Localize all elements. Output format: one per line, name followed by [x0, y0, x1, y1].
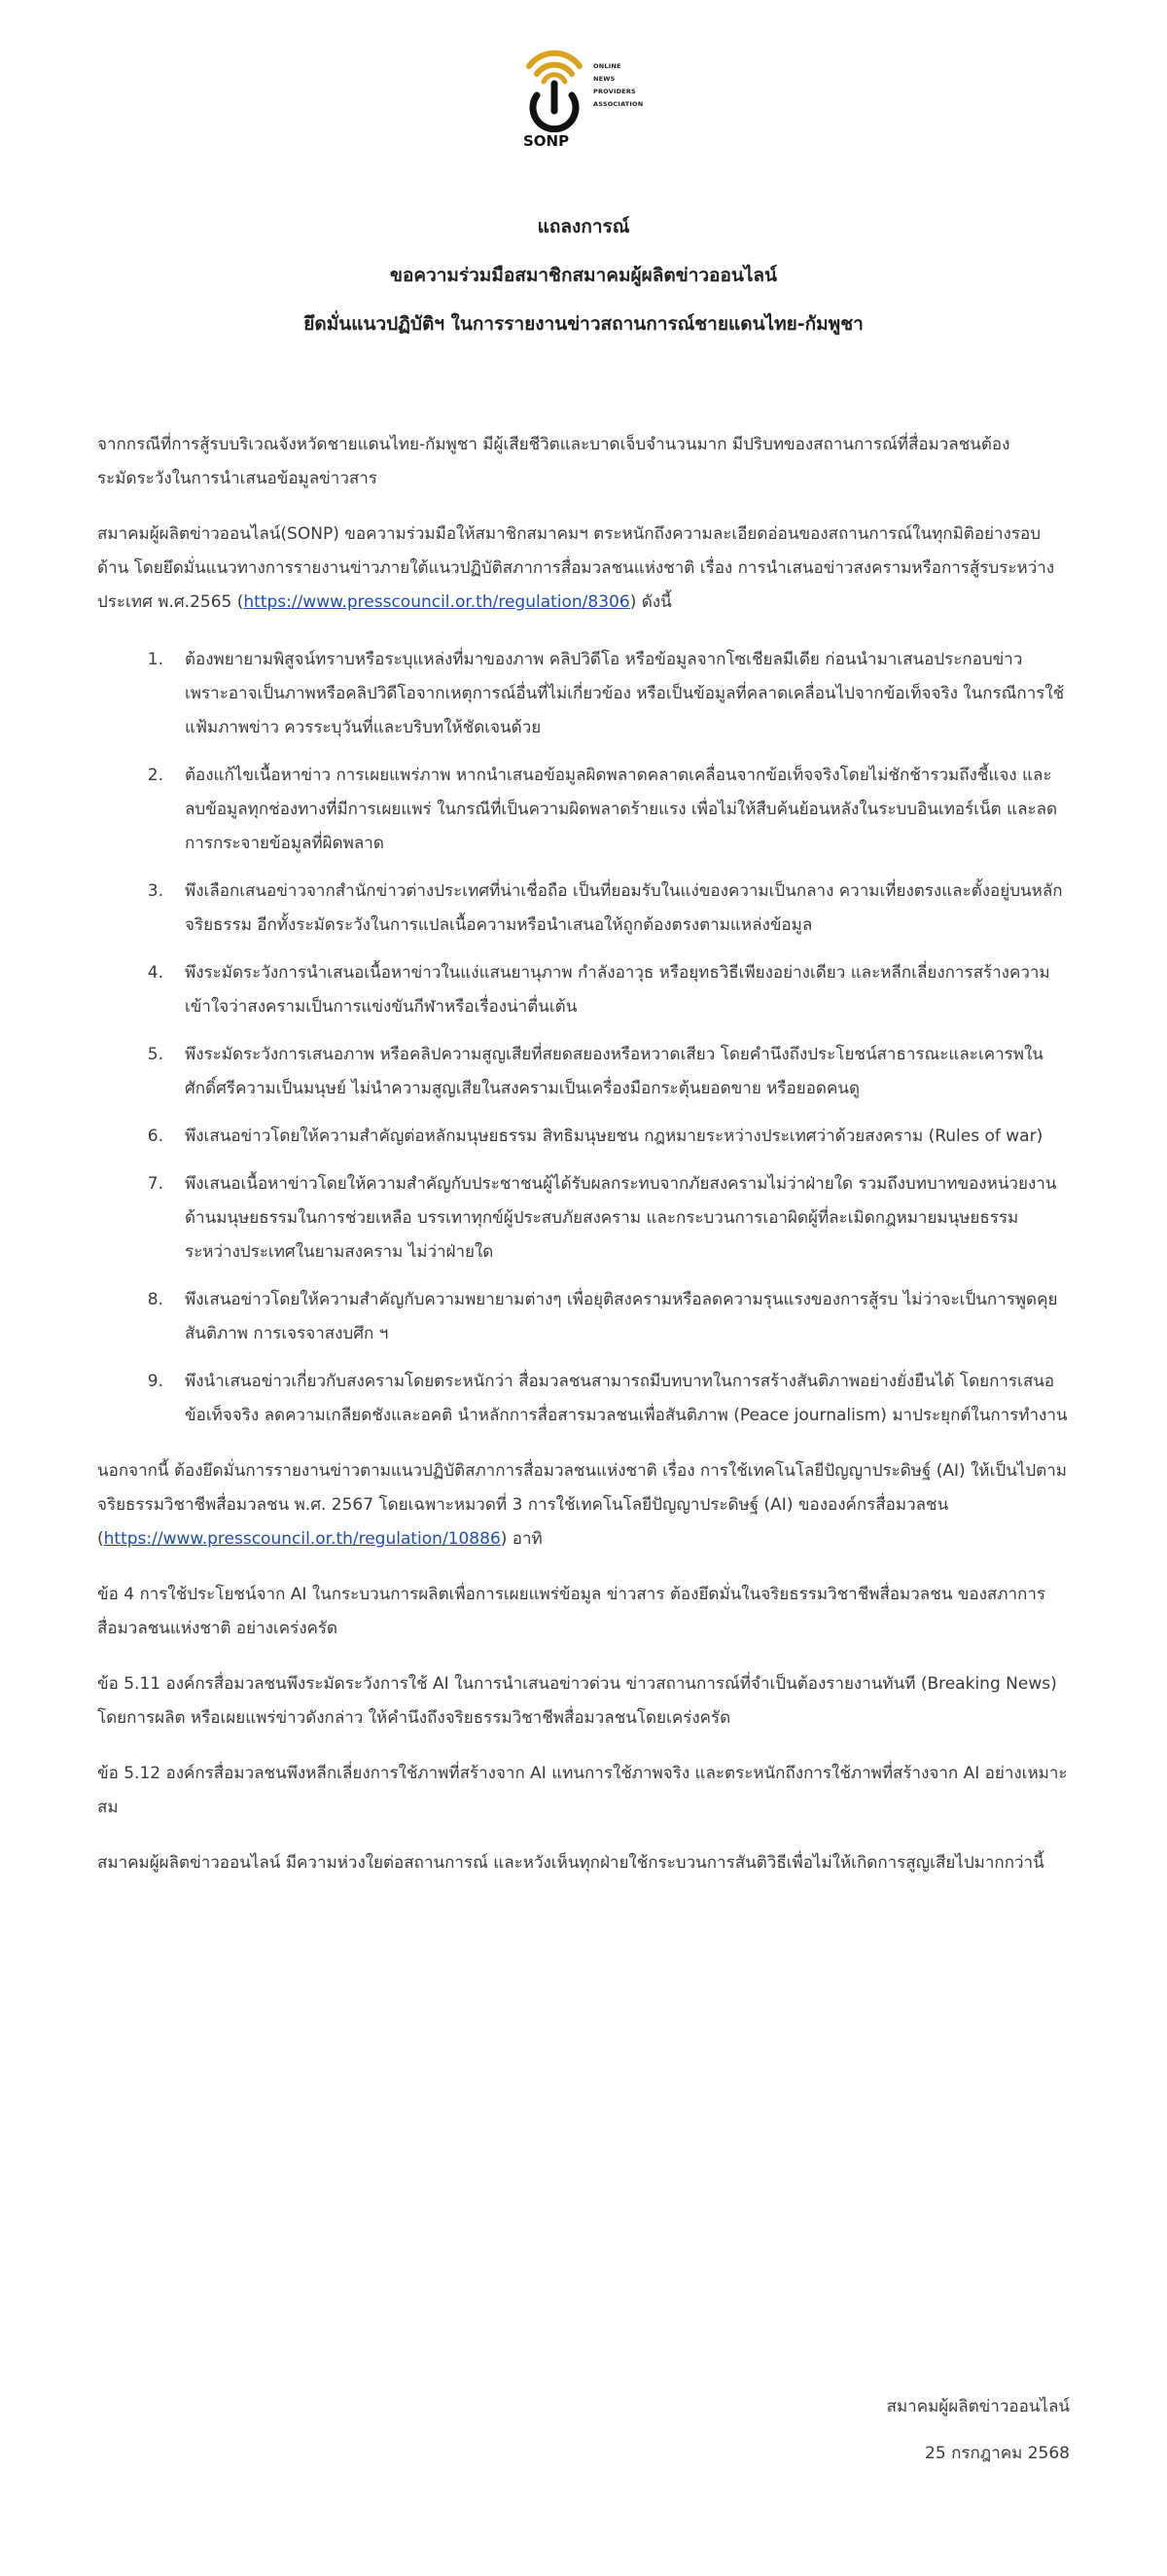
item-number: 6.	[147, 1127, 163, 1146]
power-signal-icon	[515, 47, 593, 132]
logo-abbreviation: SONP	[523, 132, 570, 150]
list-item	[97, 956, 1070, 1024]
clause-5-11-paragraph: ข้อ 5.11 องค์กรสื่อมวลชนพึงระมัดระวังการใช้ AI ในการนำเสนอข่าวด่วน ข่าวสถานการณ์ที่จำเป็นต้องรายงานทันที (Breaking News) โดยการผลิต หรือเผยแพร่ข่าวดังกล่าว ให้คำนึงถึงจริยธรรมวิชาชีพสื่อมวลชนโดยเคร่งครัด	[97, 1674, 1057, 1728]
regulation-8306-link[interactable]: https://www.presscouncil.or.th/regulation/8306	[243, 592, 630, 612]
statement-body	[97, 428, 1070, 1902]
guideline-list	[97, 643, 1070, 1433]
request-paragraph	[97, 518, 1070, 620]
ai-note-tail: ) อาทิ	[500, 1529, 543, 1549]
item-text: พึงเสนอข่าวโดยให้ความสำคัญต่อหลักมนุษยธรรม สิทธิมนุษยชน กฎหมายระหว่างประเทศว่าด้วยสงคราม (Rules of war)	[185, 1127, 1043, 1146]
logo-word: PROVIDERS	[593, 88, 636, 95]
item-text: พึงระมัดระวังการเสนอภาพ หรือคลิปความสูญเสียที่สยดสยองหรือหวาดเสียว โดยคำนึงถึงประโยชน์สาธารณะและเคารพในศักดิ์ศรีความเป็นมนุษย์ ไม่นำความสูญเสียในสงครามเป็นเครื่องมือกระตุ้นยอดขาย หรือยอดคนดู	[185, 1045, 1043, 1098]
logo-word: ONLINE	[593, 62, 621, 70]
logo-word: NEWS	[593, 75, 616, 83]
list-item	[97, 875, 1070, 943]
signature-date: 25 กรกฎาคม 2568	[925, 2444, 1070, 2463]
logo-wordmark	[593, 60, 661, 111]
item-number: 3.	[147, 881, 163, 901]
clause-5-12-paragraph: ข้อ 5.12 องค์กรสื่อมวลชนพึงหลีกเลี่ยงการใช้ภาพที่สร้างจาก AI แทนการใช้ภาพจริง และตระหนักถึงการใช้ภาพที่สร้างจาก AI อย่างเหมาะสม	[97, 1764, 1068, 1817]
item-number: 7.	[147, 1174, 163, 1194]
list-item	[97, 759, 1070, 861]
sonp-logo	[515, 47, 661, 156]
item-number: 4.	[147, 963, 163, 983]
regulation-10886-link[interactable]: https://www.presscouncil.or.th/regulation/10886	[103, 1529, 501, 1549]
item-number: 1.	[147, 650, 163, 669]
item-text: พึงนำเสนอข่าวเกี่ยวกับสงครามโดยตระหนักว่า สื่อมวลชนสามารถมีบทบาทในการสร้างสันติภาพอย่างยั่งยืนได้ โดยการเสนอข้อเท็จจริง ลดความเกลียดชังและอคติ นำหลักการสื่อสารมวลชนเพื่อสันติภาพ (Peace journalism) มาประยุกต์ในการทำงาน	[185, 1372, 1068, 1425]
item-text: ต้องพยายามพิสูจน์ทราบหรือระบุแหล่งที่มาของภาพ คลิปวิดีโอ หรือข้อมูลจากโซเชียลมีเดีย ก่อนนำมาเสนอประกอบข่าว เพราะอาจเป็นภาพหรือคลิปวิดีโอจากเหตุการณ์อื่นที่ไม่เกี่ยวข้อง หรือเป็นข้อมูลที่คลาดเคลื่อนไปจากข้อเท็จจริง ในกรณีการใช้แฟ้มภาพข่าว ควรระบุวันที่และบริบทให้ชัดเจนด้วย	[185, 650, 1065, 737]
clause-4-paragraph: ข้อ 4 การใช้ประโยชน์จาก AI ในกระบวนการผลิตเพื่อการเผยแพร่ข้อมูล ข่าวสาร ต้องยึดมั่นในจริยธรรมวิชาชีพสื่อมวลชน ของสภาการสื่อมวลชนแห่งชาติ อย่างเคร่งครัด	[97, 1585, 1046, 1638]
list-item	[97, 643, 1070, 745]
request-tail: ) ดังนี้	[629, 592, 672, 612]
item-number: 9.	[147, 1372, 163, 1391]
logo-word: ASSOCIATION	[593, 100, 644, 108]
closing-paragraph: สมาคมผู้ผลิตข่าวออนไลน์ มีความห่วงใยต่อสถานการณ์ และหวังเห็นทุกฝ่ายใช้กระบวนการสันติวิธีเพื่อไม่ให้เกิดการสูญเสียไปมากกว่านี้	[97, 1853, 1044, 1873]
item-text: พึงระมัดระวังการนำเสนอเนื้อหาข่าวในแง่แสนยานุภาพ กำลังอาวุธ หรือยุทธวิธีเพียงอย่างเดียว และหลีกเลี่ยงการสร้างความเข้าใจว่าสงครามเป็นการแข่งขันกีฬาหรือเรื่องน่าตื่นเต้น	[185, 963, 1050, 1017]
list-item	[97, 1365, 1070, 1433]
request-text: สมาคมผู้ผลิตข่าวออนไลน์(SONP) ขอความร่วมมือให้สมาชิกสมาคมฯ ตระหนักถึงความละเอียดอ่อนของสถานการณ์ในทุกมิติอย่างรอบด้าน โดยยึดมั่นแนวทางการรายงานข่าวภายใต้แนวปฏิบัติสภาการสื่อมวลชนแห่งชาติ เรื่อง การนำเสนอข่าวสงครามหรือการสู้รบระหว่างประเทศ พ.ศ.2565 (	[97, 524, 1055, 612]
list-item	[97, 1167, 1070, 1270]
item-text: พึงเลือกเสนอข่าวจากสำนักข่าวต่างประเทศที่น่าเชื่อถือ เป็นที่ยอมรับในแง่ของความเป็นกลาง ความเที่ยงตรงและตั้งอยู่บนหลักจริยธรรม อีกทั้งระมัดระวังในการแปลเนื้อความหรือนำเสนอให้ถูกต้องตรงตามแหล่งข้อมูล	[185, 881, 1063, 935]
title-line-2: ขอความร่วมมือสมาชิกสมาคมผู้ผลิตข่าวออนไลน์	[389, 265, 778, 286]
statement-title	[0, 202, 1167, 348]
list-item	[97, 1283, 1070, 1351]
ai-guideline-paragraph	[97, 1454, 1070, 1556]
ai-note-text: นอกจากนี้ ต้องยึดมั่นการรายงานข่าวตามแนวปฏิบัติสภาการสื่อมวลชนแห่งชาติ เรื่อง การใช้เทคโนโลยีปัญญาประดิษฐ์ (AI) ให้เป็นไปตามจริยธรรมวิชาชีพสื่อมวลชน พ.ศ. 2567 โดยเฉพาะหมวดที่ 3 การใช้เทคโนโลยีปัญญาประดิษฐ์ (AI) ขององค์กรสื่อมวลชน (	[97, 1461, 1067, 1549]
signature-block	[887, 2383, 1070, 2477]
item-number: 8.	[147, 1290, 163, 1309]
item-number: 5.	[147, 1045, 163, 1064]
item-text: พึงเสนอเนื้อหาข่าวโดยให้ความสำคัญกับประชาชนผู้ได้รับผลกระทบจากภัยสงครามไม่ว่าฝ่ายใด รวมถึงบทบาทของหน่วยงานด้านมนุษยธรรมในการช่วยเหลือ บรรเทาทุกข์ผู้ประสบภัยสงคราม และกระบวนการเอาผิดผู้ที่ละเมิดกฎหมายมนุษยธรรมระหว่างประเทศในยามสงคราม ไม่ว่าฝ่ายใด	[185, 1174, 1057, 1262]
item-text: พึงเสนอข่าวโดยให้ความสำคัญกับความพยายามต่างๆ เพื่อยุติสงครามหรือลดความรุนแรงของการสู้รบ ไม่ว่าจะเป็นการพูดคุยสันติภาพ การเจรจาสงบศึก ฯ	[185, 1290, 1058, 1343]
title-line-1: แถลงการณ์	[537, 216, 630, 237]
list-item	[97, 1120, 1070, 1154]
list-item	[97, 1038, 1070, 1106]
item-number: 2.	[147, 766, 163, 785]
item-text: ต้องแก้ไขเนื้อหาข่าว การเผยแพร่ภาพ หากนำเสนอข้อมูลผิดพลาดคลาดเคลื่อนจากข้อเท็จจริงโดยไม่ชักช้ารวมถึงชี้แจง และลบข้อมูลทุกช่องทางที่มีการเผยแพร่ ในกรณีที่เป็นความผิดพลาดร้ายแรง เพื่อไม่ให้สืบค้นย้อนหลังในระบบอินเทอร์เน็ต และลดการกระจายข้อมูลที่ผิดพลาด	[185, 766, 1058, 853]
title-line-3: ยึดมั่นแนวปฏิบัติฯ ในการรายงานข่าวสถานการณ์ชายแดนไทย-กัมพูชา	[303, 313, 864, 335]
signature-org: สมาคมผู้ผลิตข่าวออนไลน์	[886, 2397, 1070, 2416]
intro-paragraph: จากกรณีที่การสู้รบบริเวณจังหวัดชายแดนไทย-กัมพูชา มีผู้เสียชีวิตและบาดเจ็บจำนวนมาก มีปริบทของสถานการณ์ที่สื่อมวลชนต้องระมัดระวังในการนำเสนอข้อมูลข่าวสาร	[97, 435, 1010, 488]
